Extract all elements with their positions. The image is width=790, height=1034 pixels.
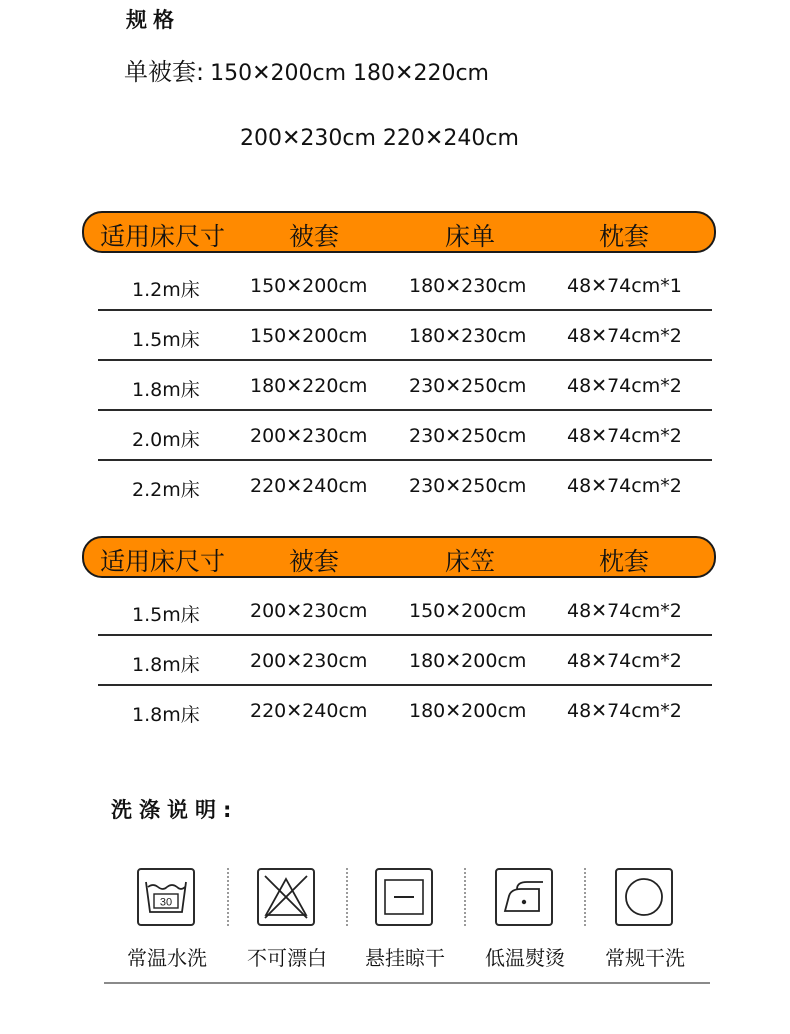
duvet-size-cell: 220✕240cm	[250, 475, 368, 497]
pillowcase-size-cell: 48✕74cm*2	[567, 700, 682, 722]
table-row	[98, 686, 712, 736]
icon-separator	[346, 868, 348, 926]
bed-size-cell: 1.5m床	[132, 329, 200, 351]
duvet-size-cell: 200✕230cm	[250, 425, 368, 447]
fitted-sheet-size-cell: 180✕200cm	[409, 650, 527, 672]
table-header	[82, 536, 716, 578]
header-bed-size: 适用床尺寸	[100, 222, 226, 251]
header-sheet: 床单	[445, 222, 496, 251]
hang-dry-icon	[375, 868, 433, 926]
duvet-size-cell: 150✕200cm	[250, 275, 368, 297]
table-row	[98, 586, 712, 636]
table-header	[82, 211, 716, 253]
duvet-size-cell: 220✕240cm	[250, 700, 368, 722]
wash-instructions-title: 洗涤说明:	[111, 798, 239, 822]
dry-clean-icon	[615, 868, 673, 926]
wash-temperature: 30	[159, 896, 173, 909]
pillowcase-size-cell: 48✕74cm*2	[567, 650, 682, 672]
table-row	[98, 311, 712, 361]
single-duvet-label: 单被套:	[124, 58, 205, 86]
wash-label: 低温熨烫	[485, 946, 565, 970]
low-iron-icon	[495, 868, 553, 926]
icon-separator	[464, 868, 466, 926]
pillowcase-size-cell: 48✕74cm*2	[567, 325, 682, 347]
table-row	[98, 411, 712, 461]
table-row	[98, 461, 712, 511]
bed-size-cell: 2.2m床	[132, 479, 200, 501]
bed-size-cell: 1.8m床	[132, 704, 200, 726]
duvet-size-cell: 150✕200cm	[250, 325, 368, 347]
header-duvet: 被套	[289, 222, 340, 251]
sheet-size-cell: 180✕230cm	[409, 275, 527, 297]
sheet-size-cell: 230✕250cm	[409, 425, 527, 447]
wash-label: 常温水洗	[127, 946, 207, 970]
bed-size-cell: 1.2m床	[132, 279, 200, 301]
pillowcase-size-cell: 48✕74cm*2	[567, 475, 682, 497]
header-bed-size: 适用床尺寸	[100, 547, 226, 576]
pillowcase-size-cell: 48✕74cm*2	[567, 375, 682, 397]
icon-separator	[584, 868, 586, 926]
single-duvet-sizes-line-2: 200✕230cm 220✕240cm	[240, 126, 519, 151]
table-row	[98, 361, 712, 411]
sheet-size-cell: 180✕230cm	[409, 325, 527, 347]
duvet-size-cell: 200✕230cm	[250, 650, 368, 672]
duvet-size-cell: 180✕220cm	[250, 375, 368, 397]
no-bleach-icon	[257, 868, 315, 926]
bed-size-cell: 1.5m床	[132, 604, 200, 626]
duvet-size-cell: 200✕230cm	[250, 600, 368, 622]
header-pillowcase: 枕套	[599, 547, 650, 576]
table-row	[98, 261, 712, 311]
single-duvet-sizes-line-1	[124, 52, 489, 87]
wash-30-icon	[137, 868, 195, 926]
header-duvet: 被套	[289, 547, 340, 576]
header-fitted-sheet: 床笠	[445, 547, 496, 576]
bed-size-cell: 2.0m床	[132, 429, 200, 451]
icon-separator	[227, 868, 229, 926]
pillowcase-size-cell: 48✕74cm*2	[567, 600, 682, 622]
bed-size-cell: 1.8m床	[132, 654, 200, 676]
wash-label: 常规干洗	[605, 946, 685, 970]
sheet-size-cell: 230✕250cm	[409, 375, 527, 397]
single-duvet-sizes-1: 150✕200cm 180✕220cm	[210, 61, 489, 86]
header-pillowcase: 枕套	[599, 222, 650, 251]
pillowcase-size-cell: 48✕74cm*1	[567, 275, 682, 297]
pillowcase-size-cell: 48✕74cm*2	[567, 425, 682, 447]
fitted-sheet-size-cell: 150✕200cm	[409, 600, 527, 622]
bed-size-cell: 1.8m床	[132, 379, 200, 401]
sheet-size-cell: 230✕250cm	[409, 475, 527, 497]
fitted-sheet-size-cell: 180✕200cm	[409, 700, 527, 722]
bottom-divider	[104, 982, 710, 984]
wash-label: 悬挂晾干	[365, 946, 445, 970]
spec-title: 规格	[126, 8, 180, 32]
table-row	[98, 636, 712, 686]
wash-label: 不可漂白	[247, 946, 327, 970]
